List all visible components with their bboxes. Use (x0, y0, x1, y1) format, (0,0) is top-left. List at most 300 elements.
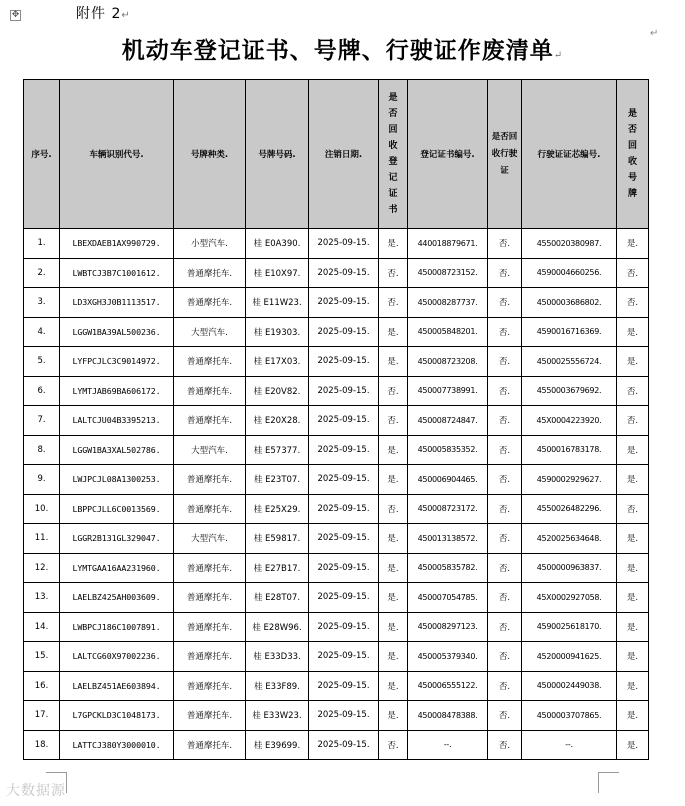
cell-plate-type-text: 小型汽车 (191, 239, 226, 250)
attachment-label: 附件 2↵ (76, 6, 131, 22)
cell-cert-no: 450007054785. (408, 583, 488, 613)
cell-plate-recovered: 否. (617, 288, 649, 318)
cell-plate-recovered-text: 是 (626, 622, 636, 633)
cell-plate-recovered: 否. (617, 406, 649, 436)
cell-cancel-date-text: 2025-09-15 (317, 651, 367, 662)
cell-plate-recovered: 是. (617, 583, 649, 613)
table-header-row (24, 80, 649, 229)
cell-cert-recovered: 是. (379, 524, 408, 554)
cell-cert-recovered: 否. (379, 288, 408, 318)
cell-cancel-date-text: 2025-09-15 (317, 621, 367, 632)
cell-vin: LGGR2B131GL329047. (60, 524, 174, 554)
cell-cert-no-text: 450008287737 (417, 297, 476, 307)
cell-cert-no-text: 440018879671 (417, 238, 476, 248)
cell-plate-type: 普通摩托车. (174, 730, 246, 760)
cell-license-no: 4550003679692. (522, 376, 617, 406)
cell-license-no-text: 4590025618170 (536, 622, 600, 632)
cell-license-recovered-text: 否 (498, 239, 508, 250)
cell-vin: LYMTGAA16AA231960. (60, 553, 174, 583)
cell-seq-text: 17 (34, 710, 46, 721)
cell-plate-no: 桂 E27B17. (246, 553, 309, 583)
cell-license-no: 4500003686802. (522, 288, 617, 318)
cell-vin-text: LATTCJ380Y3000010 (72, 739, 156, 750)
cell-plate-type-text: 普通摩托车 (186, 593, 230, 604)
cell-cancel-date: 2025-09-15. (309, 730, 379, 760)
cell-plate-type: 普通摩托车. (174, 347, 246, 377)
cell-seq-text: 10 (34, 503, 46, 514)
cell-cancel-date: 2025-09-15. (309, 347, 379, 377)
cell-cert-no-text: 450008478388 (417, 710, 476, 720)
cell-vin: LBEXDAEB1AX990729. (60, 229, 174, 259)
cell-cert-recovered: 是. (379, 229, 408, 259)
header-license-no: 行驶证证芯编号. (522, 80, 617, 229)
cell-license-recovered-text: 否 (498, 298, 508, 309)
cell-cert-recovered: 是. (379, 317, 408, 347)
cell-plate-recovered: 是. (617, 435, 649, 465)
cell-vin: LALTCG60X97002236. (60, 642, 174, 672)
header-cert-recovered: 是否回收登记证书 (379, 80, 408, 229)
cell-cancel-date: 2025-09-15. (309, 553, 379, 583)
cell-license-no-text: 4520000941625 (536, 651, 600, 661)
cell-license-recovered: 否. (488, 612, 522, 642)
cell-cancel-date-text: 2025-09-15 (317, 385, 367, 396)
cell-cert-recovered: 是. (379, 435, 408, 465)
cell-cert-no: 450008723152. (408, 258, 488, 288)
cell-plate-recovered: 是. (617, 553, 649, 583)
table-row (24, 406, 649, 436)
cell-vin-text: LWBTCJ3B7C1001612 (72, 267, 156, 278)
cell-plate-no: 桂 E0A390. (246, 229, 309, 259)
cell-vin-text: LAELBZ425AH003609 (72, 592, 156, 603)
cell-vin-text: LWBPCJ186C1007891 (72, 621, 156, 632)
cell-plate-no: 桂 E28W96. (246, 612, 309, 642)
cell-vin: LGGW1BA3XAL502786. (60, 435, 174, 465)
cell-cert-recovered-text: 是 (387, 563, 396, 574)
cell-vin: LWBPCJ186C1007891. (60, 612, 174, 642)
cell-plate-no-text: 桂 E39699 (253, 740, 298, 751)
cell-seq-text: 11 (34, 533, 46, 544)
cell-plate-type: 普通摩托车. (174, 288, 246, 318)
cell-plate-type: 普通摩托车. (174, 642, 246, 672)
cell-license-recovered: 否. (488, 406, 522, 436)
table-row (24, 730, 649, 760)
cell-cancel-date-text: 2025-09-15 (317, 474, 367, 485)
cell-license-no-text: 4550003679692 (536, 386, 600, 396)
cell-license-no: 4520025634648. (522, 524, 617, 554)
cell-plate-recovered-text: 否 (626, 416, 636, 427)
cell-seq: 14. (24, 612, 60, 642)
cell-cert-no-text: 450013138572 (417, 533, 476, 543)
watermark-text: 大数据源 (6, 783, 66, 799)
cell-plate-recovered: 是. (617, 612, 649, 642)
cell-license-recovered: 否. (488, 642, 522, 672)
cell-plate-no: 桂 E33D33. (246, 642, 309, 672)
cell-seq: 6. (24, 376, 60, 406)
cell-seq: 4. (24, 317, 60, 347)
cell-plate-type-text: 普通摩托车 (186, 681, 230, 692)
cell-plate-recovered-text: 否 (626, 268, 636, 279)
cell-plate-no-text: 桂 E33D33 (253, 652, 299, 663)
cell-seq: 3. (24, 288, 60, 318)
cell-vin: LYFPCJLC3C9014972. (60, 347, 174, 377)
cell-seq: 2. (24, 258, 60, 288)
cell-cert-no: 450006555122. (408, 671, 488, 701)
cell-cert-recovered-text: 是 (387, 622, 396, 633)
cell-plate-recovered: 否. (617, 258, 649, 288)
cell-seq: 11. (24, 524, 60, 554)
cell-license-recovered-text: 否 (498, 327, 508, 338)
table-row (24, 671, 649, 701)
cell-cert-no: 450008723172. (408, 494, 488, 524)
cell-plate-no-text: 桂 E20X28 (253, 416, 298, 427)
cell-plate-recovered-text: 是 (626, 239, 636, 250)
cell-license-no: 4590025618170. (522, 612, 617, 642)
cell-plate-type: 普通摩托车. (174, 553, 246, 583)
cell-plate-no-text: 桂 E23T07 (253, 475, 298, 486)
cell-license-no: 4500016783178. (522, 435, 617, 465)
header-cert-no: 登记证书编号. (408, 80, 488, 229)
cell-plate-recovered-text: 否 (626, 298, 636, 309)
cell-cert-recovered: 否. (379, 730, 408, 760)
cell-license-no: 4500002449038. (522, 671, 617, 701)
cell-license-recovered: 否. (488, 376, 522, 406)
cell-vin: LGGW1BA39AL500236. (60, 317, 174, 347)
cell-cert-no: 450008297123. (408, 612, 488, 642)
cell-plate-no: 桂 E10X97. (246, 258, 309, 288)
cell-cancel-date-text: 2025-09-15 (317, 739, 367, 750)
cell-cancel-date: 2025-09-15. (309, 258, 379, 288)
cell-plate-no: 桂 E25X29. (246, 494, 309, 524)
cell-cert-no-text: 450008297123 (417, 622, 476, 632)
cell-cancel-date-text: 2025-09-15 (317, 710, 367, 721)
cell-cancel-date-text: 2025-09-15 (317, 267, 367, 278)
cell-cert-no-text: 450008724847 (417, 415, 476, 425)
table-row (24, 258, 649, 288)
cell-seq-text: 7 (37, 415, 43, 426)
cell-seq-text: 14 (34, 621, 46, 632)
cell-license-recovered-text: 否 (498, 740, 508, 751)
cell-plate-recovered: 是. (617, 642, 649, 672)
cell-plate-recovered: 否. (617, 376, 649, 406)
cell-plate-type-text: 普通摩托车 (186, 711, 230, 722)
cell-plate-no-text: 桂 E25X29 (253, 504, 298, 515)
table-row (24, 288, 649, 318)
cell-license-no: 4500025556724. (522, 347, 617, 377)
cell-cert-recovered-text: 是 (387, 593, 396, 604)
cell-cert-no: 450008287737. (408, 288, 488, 318)
cell-license-no: 4590004660256. (522, 258, 617, 288)
cell-cancel-date: 2025-09-15. (309, 406, 379, 436)
cell-cancel-date-text: 2025-09-15 (317, 415, 367, 426)
cell-license-no: 4520000941625. (522, 642, 617, 672)
cell-vin-text: LBEXDAEB1AX990729 (72, 238, 156, 249)
cell-seq: 8. (24, 435, 60, 465)
cell-license-no-text: 4590016716369 (536, 327, 600, 337)
cell-cancel-date-text: 2025-09-15 (317, 444, 367, 455)
cell-license-recovered: 否. (488, 229, 522, 259)
cell-plate-recovered: 是. (617, 730, 649, 760)
cell-plate-type: 普通摩托车. (174, 465, 246, 495)
cell-seq: 9. (24, 465, 60, 495)
cell-cert-no: --. (408, 730, 488, 760)
cell-vin: L7GPCKLD3C1048173. (60, 701, 174, 731)
header-seq: 序号. (24, 80, 60, 229)
cell-vin-text: LYMTJAB69BA606172 (72, 385, 156, 396)
cell-cancel-date-text: 2025-09-15 (317, 356, 367, 367)
cell-license-recovered-text: 否 (498, 563, 508, 574)
cell-seq: 18. (24, 730, 60, 760)
cell-license-no-text: 45X0002927058 (536, 592, 600, 602)
cell-plate-no-text: 桂 E0A390 (253, 239, 298, 250)
header-plate-recovered: 是否回收号牌 (617, 80, 649, 229)
cell-cancel-date: 2025-09-15. (309, 288, 379, 318)
cell-license-no-text: 4550020380987 (536, 238, 600, 248)
cell-license-recovered: 否. (488, 465, 522, 495)
cell-cancel-date: 2025-09-15. (309, 494, 379, 524)
cell-plate-no-text: 桂 E17X03 (253, 357, 298, 368)
cell-seq: 5. (24, 347, 60, 377)
cell-license-recovered: 否. (488, 435, 522, 465)
cell-cancel-date: 2025-09-15. (309, 435, 379, 465)
cell-license-recovered: 否. (488, 288, 522, 318)
cell-license-recovered-text: 否 (498, 504, 508, 515)
cell-cert-no-text: 450008723208 (417, 356, 476, 366)
cell-cert-no: 440018879671. (408, 229, 488, 259)
cell-plate-no-text: 桂 E28W96 (252, 622, 299, 633)
cell-plate-type-text: 普通摩托车 (186, 475, 230, 486)
cell-plate-no: 桂 E28T07. (246, 583, 309, 613)
cell-plate-recovered-text: 否 (626, 504, 636, 515)
cell-plate-recovered: 是. (617, 701, 649, 731)
cell-plate-type-text: 普通摩托车 (186, 416, 230, 427)
cell-plate-type-text: 普通摩托车 (186, 386, 230, 397)
cell-cancel-date: 2025-09-15. (309, 524, 379, 554)
cell-license-no: 4590002929627. (522, 465, 617, 495)
cell-cert-recovered: 是. (379, 583, 408, 613)
cell-plate-no: 桂 E57377. (246, 435, 309, 465)
cell-vin: LYMTJAB69BA606172. (60, 376, 174, 406)
cell-cert-recovered-text: 否 (387, 298, 396, 309)
cell-cert-recovered-text: 是 (387, 711, 396, 722)
cell-cancel-date: 2025-09-15. (309, 671, 379, 701)
cell-seq-text: 9 (37, 474, 43, 485)
cell-plate-type-text: 普通摩托车 (186, 740, 230, 751)
cell-plate-recovered-text: 是 (626, 681, 636, 692)
cell-license-no-text: 45X0004223920 (536, 415, 600, 425)
cell-license-recovered-text: 否 (498, 652, 508, 663)
cell-cert-recovered: 是. (379, 671, 408, 701)
table-row (24, 612, 649, 642)
cell-plate-no-text: 桂 E27B17 (253, 563, 298, 574)
cell-plate-recovered-text: 是 (626, 740, 636, 751)
cell-plate-no-text: 桂 E28T07 (253, 593, 298, 604)
cell-plate-recovered-text: 是 (626, 534, 636, 545)
cell-cert-no: 450005835782. (408, 553, 488, 583)
table-row (24, 347, 649, 377)
cell-plate-recovered: 否. (617, 494, 649, 524)
cell-license-recovered: 否. (488, 258, 522, 288)
cell-cancel-date-text: 2025-09-15 (317, 680, 367, 691)
cell-plate-recovered-text: 是 (626, 475, 636, 486)
cell-cert-recovered-text: 是 (387, 327, 396, 338)
cell-seq-text: 6 (37, 385, 43, 396)
table-row (24, 583, 649, 613)
cell-seq-text: 3 (37, 297, 43, 308)
cell-plate-recovered-text: 是 (626, 357, 636, 368)
cell-cert-recovered: 是. (379, 465, 408, 495)
cell-vin-text: LGGW1BA39AL500236 (72, 326, 156, 337)
cell-vin-text: LYFPCJLC3C9014972 (72, 356, 156, 367)
cell-cert-recovered: 否. (379, 494, 408, 524)
cell-cert-recovered: 否. (379, 376, 408, 406)
cell-license-no: 4550026482296. (522, 494, 617, 524)
cell-vin: LAELBZ425AH003609. (60, 583, 174, 613)
cell-cancel-date: 2025-09-15. (309, 229, 379, 259)
cell-plate-type-text: 普通摩托车 (186, 563, 230, 574)
table-move-handle-icon[interactable]: ✥ (11, 10, 20, 20)
header-vin: 车辆识别代号. (60, 80, 174, 229)
cell-vin: LD3XGH3J0B1113517. (60, 288, 174, 318)
cell-cert-recovered-text: 否 (387, 416, 396, 427)
table-row (24, 465, 649, 495)
cell-plate-type: 普通摩托车. (174, 583, 246, 613)
cell-license-recovered-text: 否 (498, 681, 508, 692)
header-license-recovered: 是否回收行驶证 (488, 80, 522, 229)
cell-license-recovered-text: 否 (498, 416, 508, 427)
cell-plate-no-text: 桂 E20V82 (253, 386, 298, 397)
cell-seq-text: 12 (34, 562, 46, 573)
cell-cert-no-text: 450008723172 (417, 504, 476, 514)
cell-cert-recovered-text: 是 (387, 681, 396, 692)
cell-cancel-date: 2025-09-15. (309, 317, 379, 347)
cell-vin-text: LD3XGH3J0B1113517 (72, 297, 156, 308)
cell-plate-type-text: 普通摩托车 (186, 622, 230, 633)
table-row (24, 229, 649, 259)
cell-cancel-date: 2025-09-15. (309, 465, 379, 495)
cell-cancel-date-text: 2025-09-15 (317, 238, 367, 249)
header-plate-type: 号牌种类. (174, 80, 246, 229)
cell-cert-no: 450006904465. (408, 465, 488, 495)
cell-cert-no: 450013138572. (408, 524, 488, 554)
cell-seq-text: 18 (34, 739, 46, 750)
table-row (24, 553, 649, 583)
cell-plate-recovered-text: 是 (626, 711, 636, 722)
cell-cancel-date: 2025-09-15. (309, 583, 379, 613)
cell-cert-recovered-text: 是 (387, 475, 396, 486)
cell-license-recovered-text: 否 (498, 622, 508, 633)
header-plate-no: 号牌号码. (246, 80, 309, 229)
cell-seq: 7. (24, 406, 60, 436)
cell-cert-recovered-text: 否 (387, 740, 396, 751)
cell-plate-recovered: 是. (617, 465, 649, 495)
cell-license-no-text: -- (565, 740, 571, 750)
cell-cert-no-text: -- (443, 740, 449, 750)
cell-cert-recovered: 是. (379, 553, 408, 583)
cell-plate-no-text: 桂 E11W23 (252, 298, 299, 309)
cell-vin: LALTCJU04B3395213. (60, 406, 174, 436)
cell-license-no-text: 4500025556724 (536, 356, 600, 366)
cell-plate-type-text: 普通摩托车 (186, 357, 230, 368)
cell-vin-text: LAELBZ451AE603894 (72, 680, 156, 691)
cell-vin-text: LWJPCJL08A1300253 (72, 474, 156, 485)
cell-plate-type: 普通摩托车. (174, 258, 246, 288)
table-row (24, 494, 649, 524)
cell-license-no-text: 4550026482296 (536, 504, 600, 514)
cell-plate-no: 桂 E39699. (246, 730, 309, 760)
cell-license-no-text: 4590004660256 (536, 268, 600, 278)
cell-plate-type-text: 普通摩托车 (186, 652, 230, 663)
cell-plate-type-text: 大型汽车 (191, 534, 226, 545)
cell-cert-recovered: 否. (379, 406, 408, 436)
header-cancel-date: 注销日期. (309, 80, 379, 229)
cell-license-recovered: 否. (488, 494, 522, 524)
cell-plate-no-text: 桂 E59817 (253, 534, 298, 545)
cell-plate-no: 桂 E19303. (246, 317, 309, 347)
cell-plate-recovered-text: 是 (626, 445, 636, 456)
cell-seq-text: 8 (37, 444, 43, 455)
cell-license-recovered: 否. (488, 583, 522, 613)
cell-license-no: 4500003707865. (522, 701, 617, 731)
cell-license-no-text: 4500016783178 (536, 445, 600, 455)
cell-plate-recovered: 是. (617, 524, 649, 554)
cell-seq-text: 13 (34, 592, 46, 603)
cell-license-no: 45X0002927058. (522, 583, 617, 613)
cell-cert-no-text: 450006555122 (417, 681, 476, 691)
cell-cert-no: 450005835352. (408, 435, 488, 465)
cell-license-no: 4590016716369. (522, 317, 617, 347)
cell-seq: 12. (24, 553, 60, 583)
cell-cancel-date-text: 2025-09-15 (317, 326, 367, 337)
cell-seq-text: 16 (34, 680, 46, 691)
row-end-mark: ↵ (650, 28, 659, 39)
cell-cert-no: 450008724847. (408, 406, 488, 436)
cell-license-recovered-text: 否 (498, 386, 508, 397)
cell-cert-no-text: 450005848201 (417, 327, 476, 337)
cell-cert-recovered-text: 是 (387, 239, 396, 250)
cell-plate-no: 桂 E11W23. (246, 288, 309, 318)
cell-license-recovered: 否. (488, 730, 522, 760)
cell-license-recovered: 否. (488, 701, 522, 731)
cell-plate-no: 桂 E20V82. (246, 376, 309, 406)
cell-plate-no-text: 桂 E19303 (253, 327, 298, 338)
cell-seq: 13. (24, 583, 60, 613)
cell-cert-no: 450007738991. (408, 376, 488, 406)
cell-license-no: 4550020380987. (522, 229, 617, 259)
cell-plate-type-text: 大型汽车 (191, 327, 226, 338)
cell-vin-text: LYMTGAA16AA231960 (72, 562, 156, 573)
cell-vin-text: L7GPCKLD3C1048173 (72, 710, 156, 721)
cell-cert-no: 450005848201. (408, 317, 488, 347)
cell-plate-no: 桂 E33W23. (246, 701, 309, 731)
cell-plate-type: 普通摩托车. (174, 701, 246, 731)
cell-vin: LATTCJ380Y3000010. (60, 730, 174, 760)
cell-cancel-date-text: 2025-09-15 (317, 503, 367, 514)
cell-license-recovered: 否. (488, 671, 522, 701)
cell-plate-no-text: 桂 E33W23 (252, 711, 299, 722)
cell-license-recovered: 否. (488, 317, 522, 347)
cell-cert-recovered-text: 是 (387, 357, 396, 368)
cell-cert-recovered: 是. (379, 701, 408, 731)
cell-plate-type: 大型汽车. (174, 435, 246, 465)
cell-license-no: 45X0004223920. (522, 406, 617, 436)
cell-plate-type-text: 大型汽车 (191, 445, 226, 456)
cell-plate-no: 桂 E20X28. (246, 406, 309, 436)
cell-vin: LWBTCJ3B7C1001612. (60, 258, 174, 288)
cell-seq-text: 1 (37, 238, 43, 249)
cell-license-recovered-text: 否 (498, 357, 508, 368)
cell-seq: 15. (24, 642, 60, 672)
cell-license-no-text: 4500002449038 (536, 681, 600, 691)
